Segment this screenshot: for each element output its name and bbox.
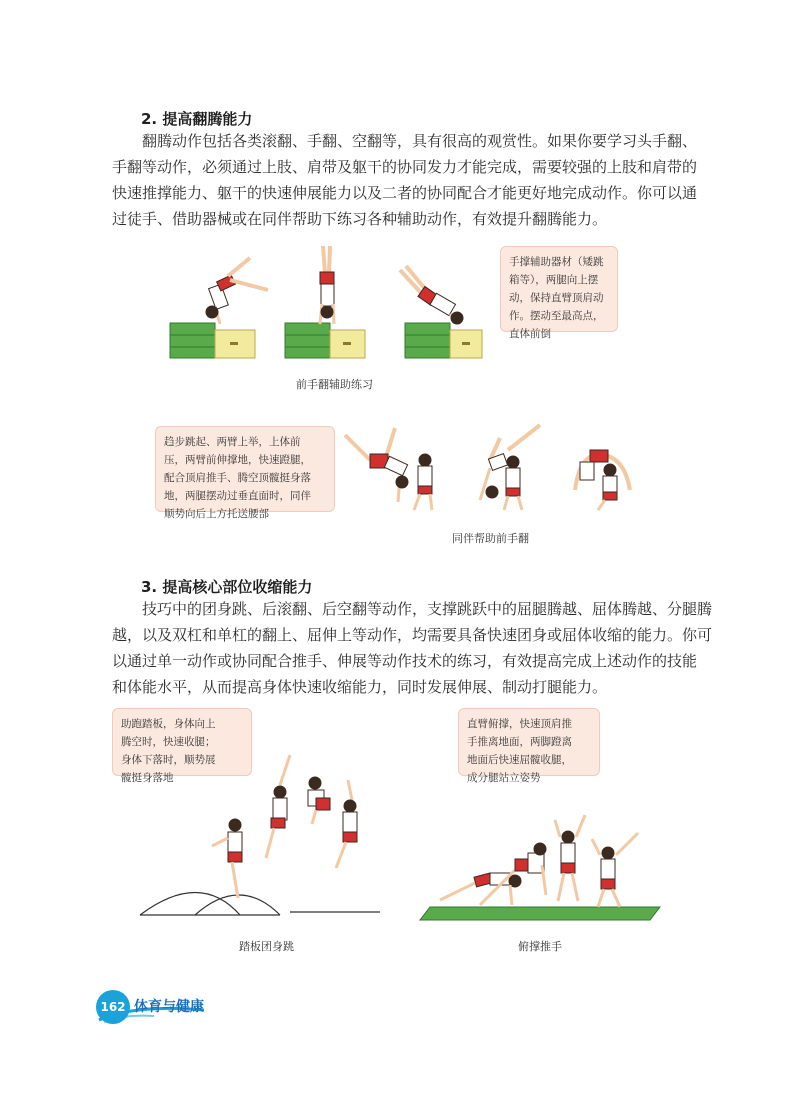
vault-box-stack — [405, 323, 482, 358]
gymnast-figure — [206, 258, 268, 324]
gymnast-figure — [212, 819, 242, 898]
gymnast-figure — [555, 815, 585, 901]
figure-caption: 同伴帮助前手翻 — [452, 532, 529, 545]
note-line: 顺势向后上方托送腰部 — [164, 508, 269, 520]
partner-figure — [598, 464, 617, 510]
paragraph-line: 技巧中的团身跳、后滚翻、后空翻等动作，支撑跳跃中的屈腿腾越、屈体腾越、分腿腾 — [142, 600, 713, 618]
section-paragraph — [112, 596, 713, 700]
note-line: 髋挺身落地 — [121, 772, 174, 784]
floor-mat — [420, 907, 660, 920]
figure-caption: 前手翻辅助练习 — [296, 378, 373, 391]
vault-box-stack — [170, 323, 255, 358]
instruction-note — [500, 246, 618, 340]
gymnast-figure — [336, 780, 357, 868]
note-line: 地，两腿摆动过垂直面时，同伴 — [164, 490, 311, 502]
note-line: 地面后快速屈髋收腿， — [467, 754, 572, 766]
instruction-note — [155, 426, 335, 520]
gymnast-figure — [266, 755, 290, 858]
note-line: 箱等），两腿向上摆 — [509, 274, 599, 286]
gymnast-figure — [320, 246, 334, 324]
paragraph-line: 手翻等动作，必须通过上肢、肩带及躯干的协同发力才能完成，需要较强的上肢和肩带的 — [112, 158, 698, 176]
figure-caption: 踏板团身跳 — [239, 940, 294, 953]
note-line: 直臂俯撑，快速顶肩推 — [467, 718, 572, 730]
paragraph-line: 快速推撑能力、躯干的快速伸展能力以及二者的协同配合才能更好地完成动作。你可以通 — [112, 184, 698, 202]
note-line: 趋步跳起、两臂上举，上体前 — [164, 436, 301, 448]
springboard-tuck-jump-illustration — [140, 750, 390, 925]
note-line: 压，两臂前伸撑地，快速蹬腿， — [164, 454, 311, 466]
gymnast-figure — [345, 428, 408, 502]
section-paragraph — [112, 128, 698, 232]
partner-figure — [414, 454, 432, 510]
note-line: 手撑辅助器材（矮跳 — [509, 256, 604, 268]
note-line: 身体下落时，顺势展 — [121, 754, 216, 766]
note-line: 助跑踏板，身体向上 — [121, 718, 216, 730]
prone-push-off-illustration — [420, 795, 665, 925]
vault-box-stack — [285, 323, 365, 358]
section-heading: 3. 提高核心部位收缩能力 — [141, 578, 313, 596]
figure-caption: 俯撑推手 — [518, 940, 562, 953]
section-heading: 2. 提高翻腾能力 — [141, 110, 253, 128]
paragraph-line: 以通过单一动作或协同配合推手、伸展等动作技术的练习，有效提高完成上述动作的技能 — [112, 652, 698, 670]
note-line: 直体前倒 — [509, 328, 551, 340]
note-line: 手推离地面，两脚蹬离 — [467, 736, 572, 748]
paragraph-line: 越，以及双杠和单杠的翻上、屈伸上等动作，均需要具备快速团身或屈体收缩的能力。你可 — [112, 626, 713, 644]
page-number: 162 — [96, 990, 130, 1024]
gymnast-figure — [400, 266, 463, 324]
note-line: 配合顶肩推手、腾空顶髋挺身落 — [164, 472, 311, 484]
instruction-note — [458, 708, 600, 784]
partner-assisted-handspring-illustration — [340, 420, 640, 515]
note-line: 成分腿站立姿势 — [467, 772, 541, 784]
gymnast-figure — [308, 777, 330, 824]
note-line: 腾空时，快速收腿； — [121, 736, 216, 748]
note-line: 动，保持直臂顶肩动 — [509, 292, 604, 304]
gymnast-figure — [592, 833, 638, 907]
front-handspring-drill-illustration — [160, 238, 500, 363]
springboard — [140, 893, 380, 916]
note-line: 作。摆动至最高点， — [509, 310, 604, 322]
book-title: 体育与健康 — [134, 999, 204, 1015]
paragraph-line: 翻腾动作包括各类滚翻、手翻、空翻等，具有很高的观赏性。如果你要学习头手翻、 — [142, 132, 698, 150]
paragraph-line: 过徒手、借助器械或在同伴帮助下练习各种辅助动作，有效提升翻腾能力。 — [112, 210, 608, 228]
paragraph-line: 和体能水平，从而提高身体快速收缩能力，同时发展伸展、制动打腿能力。 — [112, 678, 608, 696]
